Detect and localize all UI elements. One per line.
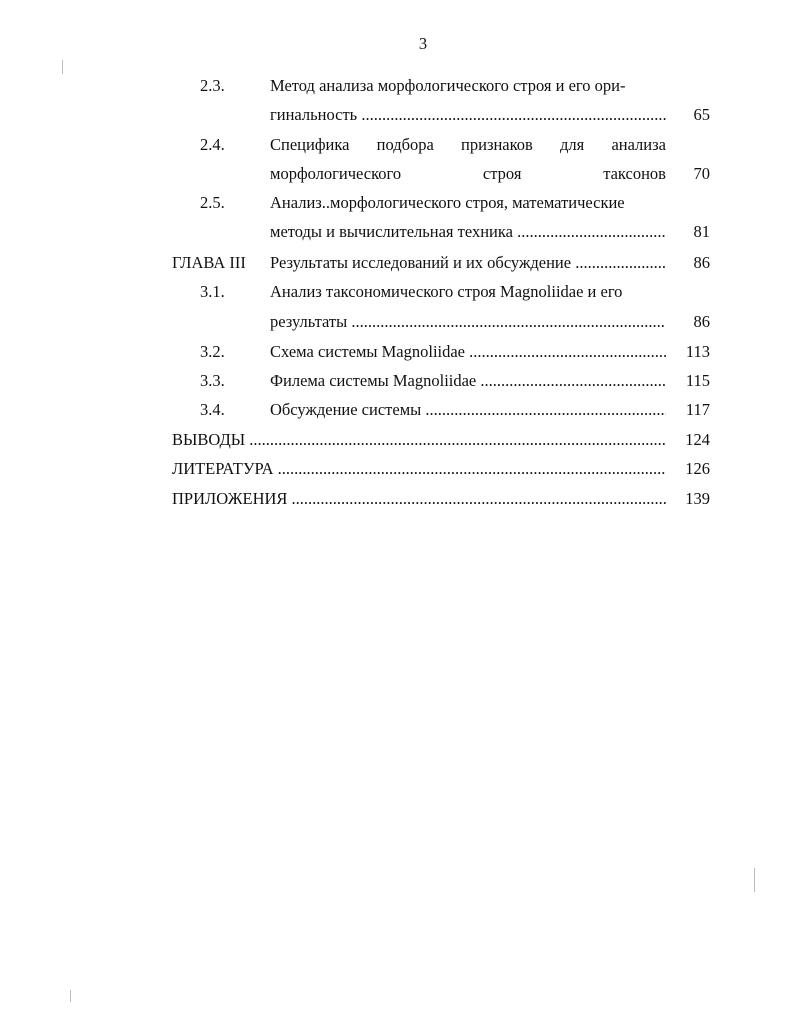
toc-title-2-4-line1 — [270, 135, 666, 155]
toc-page-2-4: 70 — [693, 164, 710, 183]
toc-title-3-2-text: Схема системы Magnoliidae — [270, 342, 466, 361]
toc-title-2-5-line2-text: методы и вычислительная техника — [270, 222, 513, 241]
toc-title-2-5-line1: Анализ..морфологического строя, математические — [270, 193, 625, 212]
toc-number-3-4: 3.4. — [200, 400, 225, 419]
toc-page-appendices: 139 — [685, 489, 710, 508]
toc-number-3-1: 3.1. — [200, 282, 225, 301]
toc-references-text: ЛИТЕРАТУРА — [172, 459, 274, 478]
toc-title-3-1-line2 — [270, 312, 666, 332]
toc-page-chapter-3: 86 — [693, 253, 710, 272]
toc-number-3-3: 3.3. — [200, 371, 225, 390]
toc-chapter-3-title — [270, 253, 666, 273]
toc-number-2-3: 2.3. — [200, 76, 225, 95]
toc-title-2-3-line2 — [270, 105, 666, 125]
page-number: 3 — [418, 34, 428, 53]
toc-conclusions-text: ВЫВОДЫ — [172, 430, 246, 449]
toc-chapter-3-title-text: Результаты исследований и их обсуждение — [270, 253, 572, 272]
toc-appendices — [172, 489, 666, 509]
toc-page-3-4: 117 — [685, 400, 710, 419]
toc-title-3-3 — [270, 371, 666, 391]
toc-page-2-5: 81 — [693, 222, 710, 241]
toc-references — [172, 459, 666, 479]
toc-number-3-2: 3.2. — [200, 342, 225, 361]
toc-page-3-2: 113 — [685, 342, 710, 361]
toc-word: подбора — [376, 135, 434, 154]
toc-appendices-text: ПРИЛОЖЕНИЯ — [172, 489, 288, 508]
toc-title-2-5-line2 — [270, 222, 666, 242]
toc-word: признаков — [461, 135, 533, 154]
toc-number-2-4: 2.4. — [200, 135, 225, 154]
toc-conclusions — [172, 430, 666, 450]
toc-page-3-1: 86 — [693, 312, 710, 331]
toc-word: для — [560, 135, 585, 154]
toc-title-3-3-text: Филема системы Magnoliidae — [270, 371, 477, 390]
toc-page-3-3: 115 — [685, 371, 710, 390]
toc-word: Специфика — [270, 135, 350, 154]
toc-chapter-3-label: ГЛАВА III — [172, 253, 246, 272]
toc-title-3-4 — [270, 400, 666, 420]
toc-title-2-3-line1: Метод анализа морфологического строя и его ори- — [270, 76, 626, 95]
toc-title-3-1-line1: Анализ таксономического строя Magnoliidae и его — [270, 282, 623, 301]
scan-speck — [62, 60, 63, 74]
toc-number-2-5: 2.5. — [200, 193, 225, 212]
toc-page-references: 126 — [685, 459, 710, 478]
toc-word: морфологического — [270, 164, 402, 183]
toc-title-3-1-line2-text: результаты — [270, 312, 348, 331]
toc-title-3-2 — [270, 342, 666, 362]
scan-speck — [754, 868, 755, 892]
toc-title-2-3-line2-text: гинальность — [270, 105, 358, 124]
toc-page-conclusions: 124 — [685, 430, 710, 449]
scan-speck — [70, 990, 71, 1002]
toc-word: таксонов — [603, 164, 666, 183]
toc-word: анализа — [611, 135, 666, 154]
toc-title-2-4-line2 — [270, 164, 666, 184]
toc-word: строя — [482, 164, 522, 183]
toc-page-2-3: 65 — [693, 105, 710, 124]
toc-title-3-4-text: Обсуждение системы — [270, 400, 422, 419]
